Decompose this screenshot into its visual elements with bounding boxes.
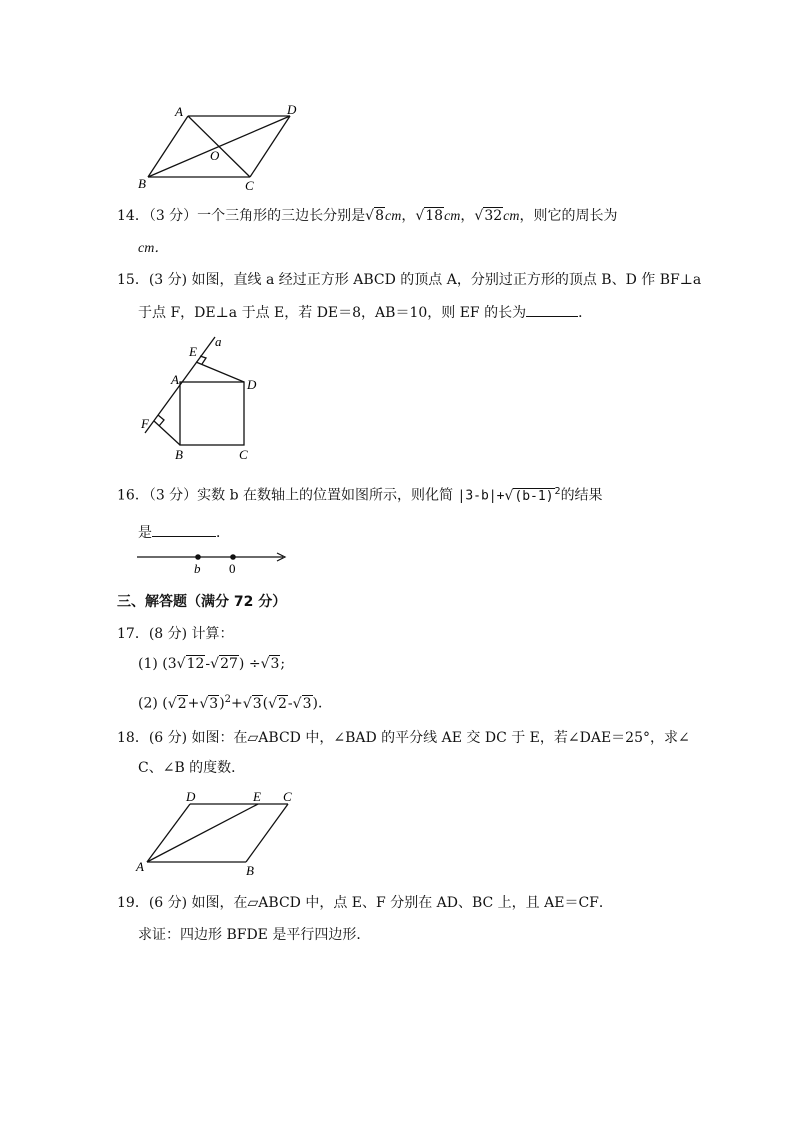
q14-unit-3: cm — [503, 209, 520, 224]
p2-plus-2: + — [231, 695, 243, 712]
segment-bf — [154, 421, 180, 445]
p1-end: ; — [280, 656, 286, 672]
label-c: C — [239, 447, 248, 462]
question-17-title: 17．(8 分) 计算： — [117, 626, 234, 642]
sqrt-3: √3 — [260, 656, 280, 672]
p2-plus: + — [187, 695, 200, 712]
q14-answer-unit: cm． — [138, 241, 169, 256]
sqrt-3: √3 — [292, 695, 312, 712]
p2-open-2: ( — [262, 695, 269, 712]
answer-blank-16[interactable] — [152, 522, 216, 537]
answer-blank-15[interactable] — [526, 302, 578, 317]
q16-period: ． — [216, 525, 230, 541]
point-zero — [230, 554, 236, 560]
section-heading: 三、解答题（满分 72 分） — [117, 594, 287, 610]
parallelogram-figure-18 — [130, 786, 310, 878]
segment-de — [196, 362, 244, 382]
number-line — [135, 548, 295, 578]
p1-minus: - — [205, 656, 211, 672]
q15-text: 于点 F，DE⊥a 于点 E，若 DE＝8，AB＝10，则 EF 的长为 — [138, 305, 527, 321]
label-b: B — [138, 176, 146, 191]
label-c: C — [245, 178, 254, 193]
label-a: A — [175, 104, 183, 119]
sqrt-12: √12 — [176, 656, 205, 672]
q16-suffix: 的结果 — [560, 487, 603, 504]
label-line-a: a — [215, 334, 222, 349]
question-19-line-1: 19．(6 分) 如图，在▱ABCD 中，点 E、F 分别在 AD、BC 上，且 AE＝CF． — [117, 895, 613, 911]
question-19-line-2: 求证：四边形 BFDE 是平行四边形． — [138, 927, 371, 943]
label-d: D — [287, 102, 297, 117]
question-15-line-1: 15．(3 分) 如图，直线 a 经过正方形 ABCD 的顶点 A，分别过正方形的顶点 B、D 作 BF⊥a — [117, 272, 702, 288]
sqrt-8: √8 — [365, 208, 385, 224]
question-16-line-2 — [138, 522, 230, 543]
part-1-label: (1) — [138, 656, 158, 672]
label-d: D — [186, 789, 196, 804]
sqrt-3: √3 — [242, 695, 262, 712]
square-abcd — [180, 382, 244, 445]
question-18-line-2: C、∠B 的度数． — [138, 760, 246, 776]
part-2-label: (2) — [138, 695, 158, 712]
question-14 — [117, 206, 618, 227]
q16-text: 是 — [138, 525, 152, 541]
label-d: D — [247, 377, 257, 392]
right-angle-f — [158, 415, 164, 426]
label-zero: 0 — [229, 561, 236, 576]
p1-open: (3 — [162, 656, 177, 672]
diagonal-bd — [148, 116, 290, 177]
sqrt-18: √18 — [415, 208, 444, 224]
sqrt-2: √2 — [167, 695, 187, 712]
p2-close: ) — [219, 695, 225, 712]
square-figure-15 — [135, 330, 285, 465]
segment-ae — [147, 804, 258, 862]
label-c: C — [283, 789, 292, 804]
edge-da — [147, 804, 190, 862]
p2-minus: - — [287, 695, 293, 712]
question-18-line-1: 18．(6 分) 如图：在▱ABCD 中，∠BAD 的平分线 AE 交 DC 于 E，若∠DAE＝25°，求∠ — [117, 730, 690, 746]
p2-end: )． — [312, 695, 332, 712]
label-o: O — [210, 148, 220, 163]
parallelogram-figure-13 — [130, 98, 310, 198]
q14-unit-2: cm — [444, 209, 461, 224]
q14-line-2 — [138, 238, 168, 259]
edge-cb — [246, 804, 288, 862]
p2-open: ( — [162, 695, 168, 712]
sqrt-b-minus-1-squared: √(b-1) — [504, 487, 554, 504]
label-b: b — [194, 561, 201, 576]
label-a: A — [171, 372, 179, 387]
question-17-part-1 — [138, 654, 285, 674]
p2-exponent: 2 — [224, 694, 232, 705]
label-e: E — [253, 789, 261, 804]
q14-sep-1: ， — [401, 208, 416, 224]
q16-prefix: 16．（3 分）实数 b 在数轴上的位置如图所示，则化简 — [117, 487, 454, 504]
question-16-line-1 — [117, 482, 603, 507]
q16-exponent: 2 — [554, 486, 561, 497]
q14-suffix: ，则它的周长为 — [519, 208, 618, 224]
q14-sep-2: ， — [460, 208, 475, 224]
q14-unit-1: cm — [385, 209, 402, 224]
label-b: B — [175, 447, 183, 462]
sqrt-32: √32 — [474, 208, 503, 224]
q16-abs-expr: |3-b|+ — [457, 488, 505, 504]
label-e: E — [189, 344, 197, 359]
point-b — [195, 554, 201, 560]
question-15-line-2 — [138, 302, 592, 323]
p1-div: ) ÷ — [238, 656, 261, 672]
label-f: F — [141, 416, 149, 431]
sqrt-27: √27 — [210, 656, 238, 672]
label-b: B — [246, 863, 254, 878]
sqrt-2: √2 — [268, 695, 287, 712]
q14-prefix: 14．（3 分）一个三角形的三边长分别是 — [117, 208, 366, 224]
sqrt-3: √3 — [199, 695, 219, 712]
question-17-part-2 — [138, 690, 332, 714]
label-a: A — [136, 859, 144, 874]
q15-period: ． — [578, 305, 593, 321]
